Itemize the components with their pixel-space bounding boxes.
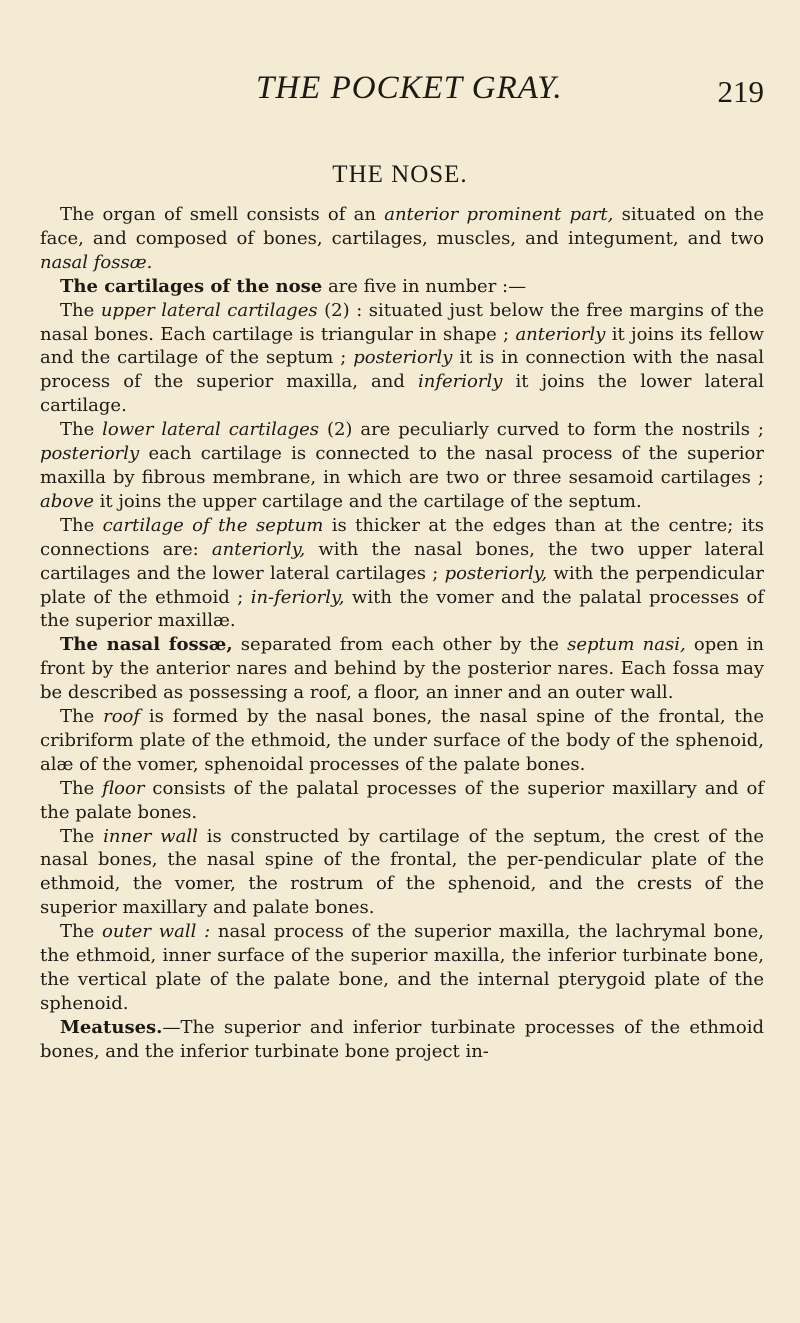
- paragraph-inner-wall: [40, 825, 764, 921]
- italic-term: anteriorly: [515, 323, 606, 345]
- text-run: nasal process of the superior maxilla, the lachrymal bone, the ethmoid, inner surface of the superior maxilla, the inferior turbinate bone, the vertical plate of the palate bone, and the internal pterygoid plate of the sphenoid.: [40, 921, 764, 1014]
- italic-term: lower lateral cartilages: [102, 419, 320, 441]
- text-run: with the perpendicular plate of the ethmoid ;: [40, 562, 764, 608]
- text-run: open in front by the anterior nares and behind by the posterior nares. Each fossa may be described as possessing a roof, a floor, an inner and an outer wall.: [40, 634, 765, 704]
- italic-term: upper lateral cartilages: [100, 299, 318, 321]
- italic-term: anterior prominent part,: [384, 204, 614, 225]
- text-run: The: [60, 299, 101, 321]
- italic-term: inner wall: [103, 825, 198, 847]
- text-run: with the nasal bones, the two upper lateral cartilages and the lower lateral cartilages ;: [40, 538, 764, 584]
- italic-term: septum nasi,: [567, 634, 686, 656]
- text-run: consists of the palatal processes of the superior maxillary and of the palate bones.: [40, 777, 764, 823]
- text-run: separated from each other by the: [232, 634, 568, 656]
- italic-term: in-feriorly,: [250, 586, 345, 608]
- text-run: is formed by the nasal bones, the nasal spine of the frontal, the cribriform plate of the ethmoid, the under surface of the body of the sphenoid, alæ of the vomer, sphenoidal processes of the palate bones.: [40, 706, 764, 775]
- text-run: (2) are peculiarly curved to form the nostrils ;: [319, 419, 764, 441]
- text-run: each cartilage is connected to the nasal process of the superior maxilla by fibrous membrane, in which are two or three sesamoid cartilages ;: [40, 443, 764, 488]
- paragraph-roof: [40, 705, 764, 777]
- text-run: The: [60, 706, 104, 728]
- text-run: it joins its fellow and the cartilage of the septum ;: [40, 323, 764, 369]
- text-run: (2) : situated just below the free margins of the nasal bones. Each cartilage is triangular in shape ;: [40, 299, 764, 345]
- italic-term: posteriorly,: [444, 562, 548, 584]
- running-head: THE POCKET GRAY.: [256, 70, 563, 106]
- text-run: is thicker at the edges than at the centre; its connections are:: [40, 514, 764, 560]
- text-run: The: [60, 825, 104, 847]
- text-run: The: [60, 921, 103, 943]
- text-run: it joins the lower lateral cartilage.: [40, 371, 765, 417]
- italic-term: inferiorly: [417, 371, 503, 393]
- paragraph-meatuses: [40, 1016, 764, 1064]
- italic-term: posteriorly: [353, 347, 453, 369]
- italic-term: floor: [102, 777, 145, 799]
- text-run: The: [60, 514, 103, 536]
- paragraph-lower-lateral-cartilages: [40, 418, 764, 514]
- text-run: is constructed by cartilage of the septum, the crest of the nasal bones, the nasal spine of the frontal, the per-pendicular plate of the ethmoid, the vomer, the rostrum of the sphenoid, and the crests of the superior maxillary and palate bones.: [40, 825, 764, 919]
- paragraph-nasal-fossae: [40, 633, 764, 705]
- italic-term: nasal fossæ.: [40, 251, 153, 273]
- bold-term: The nasal fossæ,: [60, 634, 233, 656]
- paragraph-outer-wall: [40, 920, 764, 1016]
- text-run: situated on the face, and composed of bones, cartilages, muscles, and integument, and two: [40, 204, 764, 249]
- italic-term: above: [40, 490, 94, 512]
- paragraph-intro: [40, 203, 764, 275]
- paragraph-floor: [40, 777, 764, 825]
- italic-term: posteriorly: [40, 443, 140, 465]
- paragraph-cartilages-heading: [40, 275, 764, 299]
- text-run: with the vomer and the palatal processes of the superior maxillæ.: [40, 586, 764, 632]
- paragraph-septum-cartilage: [40, 514, 764, 634]
- bold-term: Meatuses.: [60, 1016, 163, 1038]
- italic-term: anteriorly,: [211, 538, 306, 560]
- paragraph-upper-lateral-cartilages: [40, 299, 764, 419]
- body-text: [40, 203, 764, 1064]
- page-number: 219: [717, 74, 764, 109]
- italic-term: roof: [103, 706, 141, 728]
- text-run: The: [60, 419, 103, 441]
- text-run: it is in connection with the nasal process of the superior maxilla, and: [40, 347, 764, 393]
- text-run: The organ of smell consists of an: [60, 204, 385, 225]
- section-title: THE NOSE.: [332, 161, 468, 188]
- italic-term: cartilage of the septum: [102, 514, 324, 536]
- italic-term: outer wall :: [102, 921, 211, 943]
- bold-term: The cartilages of the nose: [60, 275, 323, 297]
- text-run: The: [60, 777, 103, 799]
- text-run: —The superior and inferior turbinate processes of the ethmoid bones, and the inferior turbinate bone project in-: [40, 1016, 764, 1062]
- text-run: are five in number :—: [322, 275, 527, 297]
- text-run: it joins the upper cartilage and the cartilage of the septum.: [93, 490, 642, 512]
